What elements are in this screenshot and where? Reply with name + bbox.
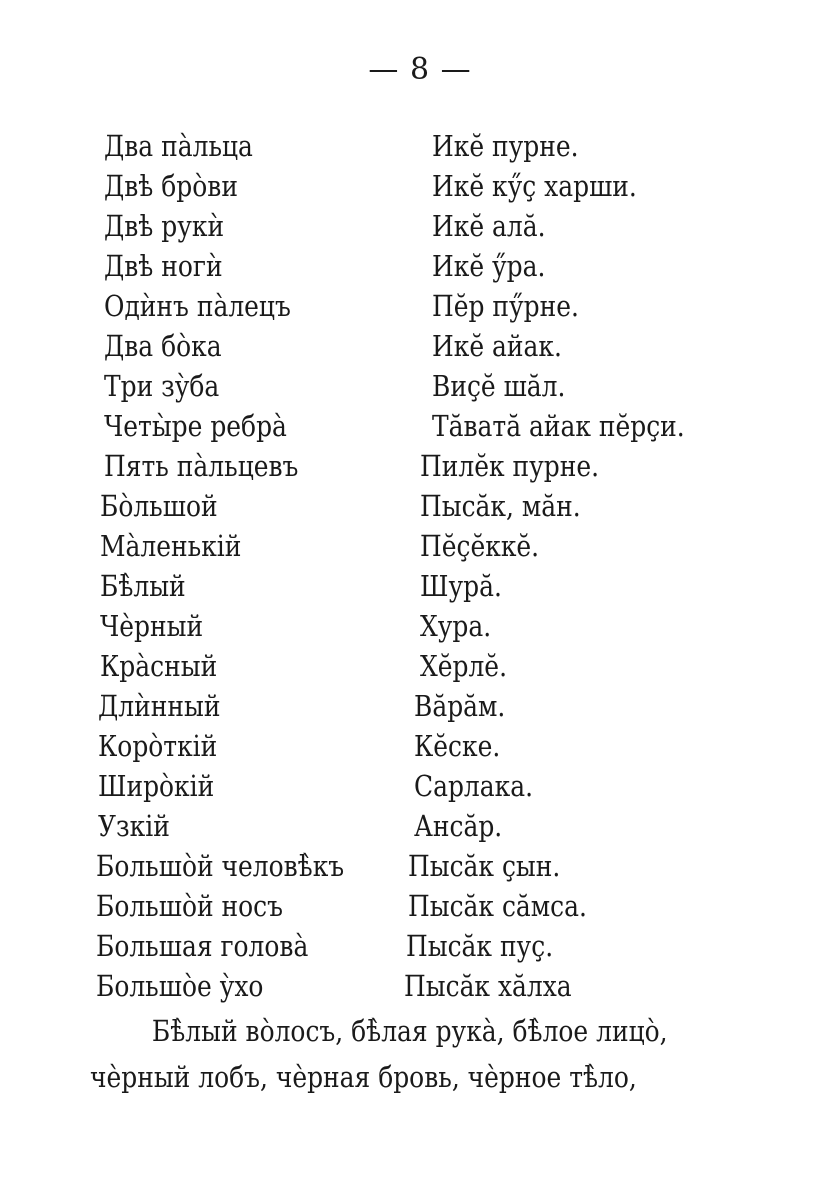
russian-term: Большо̀е у̀хо	[95, 969, 264, 1003]
chuvash-translation: Пӗҫӗккӗ.	[419, 529, 540, 563]
paragraph-line: Бѣ̀лый во̀лосъ, бѣ̀лая рука̀, бѣ̀лое лицо̀,	[151, 1014, 668, 1048]
russian-term: Кра̀сный	[99, 649, 218, 683]
vocab-row	[0, 606, 722, 646]
chuvash-translation: Икӗ айак.	[431, 329, 562, 363]
chuvash-translation: Пӗр пӳрне.	[431, 289, 579, 323]
chuvash-translation: Вӑрӑм.	[413, 689, 506, 723]
russian-term: Два бо̀ка	[103, 329, 222, 363]
vocab-row	[0, 966, 722, 1006]
vocab-row	[0, 686, 722, 726]
vocab-row	[0, 166, 722, 206]
vocab-row	[0, 566, 722, 606]
chuvash-translation: Икӗ кӳҫ харши.	[431, 169, 637, 203]
page-number: — 8 —	[368, 52, 472, 87]
vocab-row	[0, 886, 722, 926]
vocab-row	[0, 366, 722, 406]
vocab-row	[0, 486, 722, 526]
vocab-row	[0, 326, 722, 366]
vocab-row	[0, 286, 722, 326]
vocab-row	[0, 926, 722, 966]
russian-term: Двѣ ногѝ	[103, 249, 223, 283]
russian-term: Двѣ рукѝ	[103, 209, 225, 243]
chuvash-translation: Шурӑ.	[419, 569, 502, 603]
russian-term: Двѣ бро̀ви	[103, 169, 238, 203]
chuvash-translation: Сарлака.	[413, 769, 534, 803]
chuvash-translation: Виҫӗ шӑл.	[431, 369, 566, 403]
example-paragraph	[90, 1008, 790, 1100]
russian-term: Одѝнъ па̀лецъ	[103, 289, 291, 323]
paragraph-line: чѐрный лобъ, чѐрная бровь, чѐрное тѣ̀ло,	[90, 1060, 637, 1094]
chuvash-translation: Пысӑк ҫын.	[407, 849, 561, 883]
chuvash-translation: Хӗрлӗ.	[419, 649, 508, 683]
russian-term: Бо̀льшой	[99, 489, 218, 523]
vocab-row	[0, 646, 722, 686]
vocab-row	[0, 246, 722, 286]
vocab-row	[0, 126, 722, 166]
russian-term: Узкій	[97, 809, 170, 843]
vocab-row	[0, 526, 722, 566]
chuvash-translation: Тӑватӑ айак пӗрҫи.	[431, 409, 685, 443]
chuvash-translation: Пысӑк, мӑн.	[419, 489, 581, 523]
russian-term: Чѐрный	[99, 609, 204, 643]
russian-term: Широ̀кій	[97, 769, 215, 803]
vocabulary-list	[0, 126, 840, 1006]
russian-term: Два па̀льца	[103, 129, 253, 163]
chuvash-translation: Икӗ пурне.	[431, 129, 579, 163]
russian-term: Пять па̀льцевъ	[103, 449, 299, 483]
chuvash-translation: Кӗске.	[413, 729, 501, 763]
russian-term: Бѣ̀лый	[99, 569, 186, 603]
chuvash-translation: Хура.	[419, 609, 492, 643]
russian-term: Ма̀ленькій	[99, 529, 242, 563]
chuvash-translation: Пысӑк хӑлха	[403, 969, 572, 1003]
vocab-row	[0, 726, 722, 766]
russian-term: Три зу̀ба	[103, 369, 220, 403]
chuvash-translation: Икӗ алӑ.	[431, 209, 546, 243]
russian-term: Коро̀ткій	[97, 729, 218, 763]
chuvash-translation: Пилӗк пурне.	[419, 449, 600, 483]
vocab-row	[0, 406, 722, 446]
russian-term: Большо̀й человѣ̀къ	[95, 849, 345, 883]
chuvash-translation: Пысӑк сӑмса.	[407, 889, 587, 923]
vocab-row	[0, 846, 722, 886]
russian-term: Длѝнный	[97, 689, 221, 723]
vocab-row	[0, 206, 722, 246]
vocab-row	[0, 766, 722, 806]
chuvash-translation: Ансӑр.	[413, 809, 503, 843]
vocab-row	[0, 806, 722, 846]
chuvash-translation: Пысӑк пуҫ.	[405, 929, 554, 963]
russian-term: Четы̀ре ребра̀	[103, 409, 287, 443]
chuvash-translation: Икӗ ӳра.	[431, 249, 546, 283]
russian-term: Большо̀й носъ	[95, 889, 283, 923]
russian-term: Большая голова̀	[95, 929, 309, 963]
vocab-row	[0, 446, 722, 486]
